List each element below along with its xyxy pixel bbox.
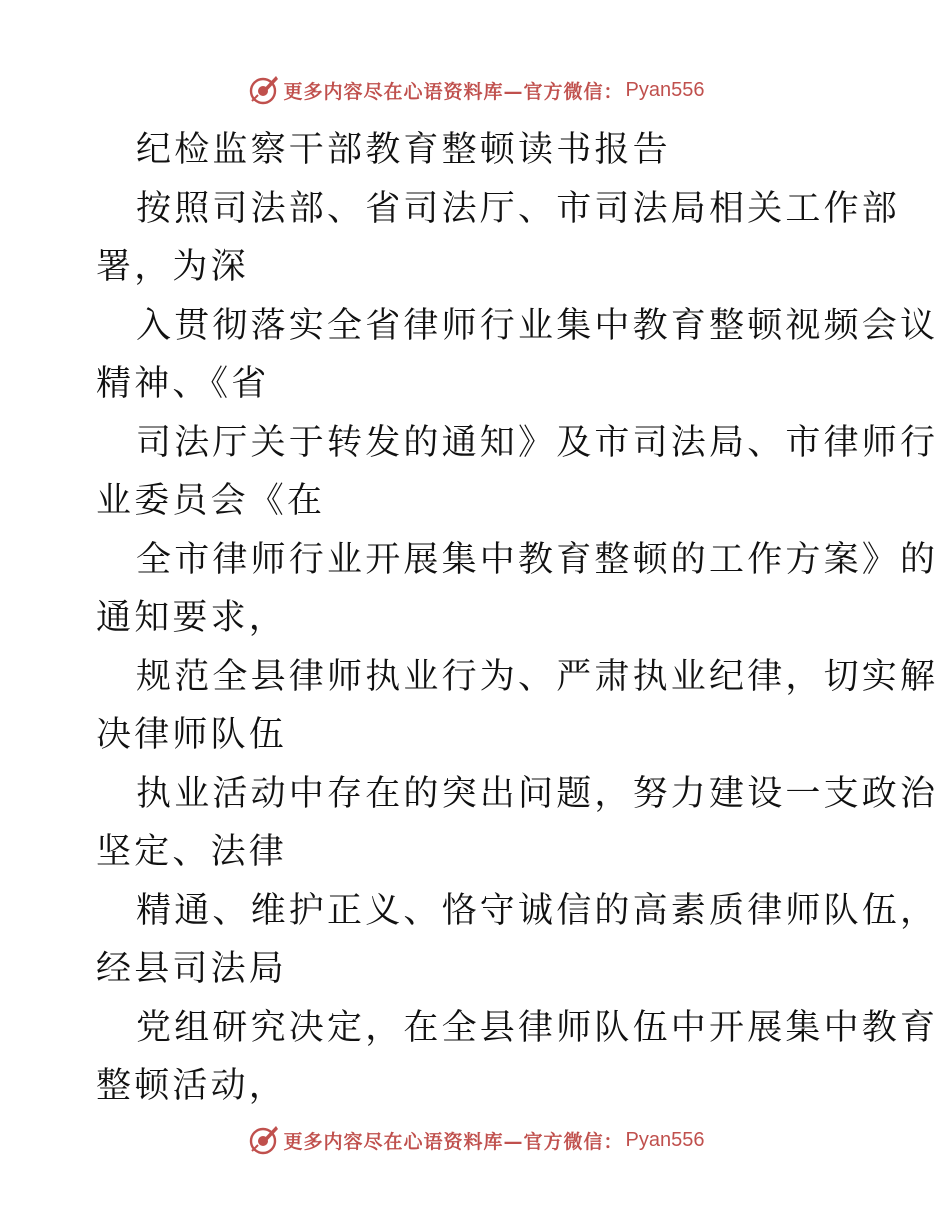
header-banner — [0, 70, 950, 110]
footer-banner-text: 更多内容尽在心语资料库—官方微信： — [283, 1130, 624, 1153]
document-line: 业委员会《在 — [96, 481, 326, 521]
document-line: 司法厅关于转发的通知》及市司法局、市律师行 — [136, 422, 939, 463]
header-banner-account: Pyan556 — [625, 78, 705, 101]
document-line: 全市律师行业开展集中教育整顿的工作方案》的 — [136, 539, 939, 580]
document-line: 入贯彻落实全省律师行业集中教育整顿视频会议 — [136, 305, 939, 346]
document-line: 精神、《省 — [96, 364, 270, 404]
document-line: 规范全县律师执业行为、严肃执业纪律，切实解 — [136, 656, 939, 697]
quill-circle-logo-icon — [246, 73, 280, 107]
document-line: 通知要求， — [96, 598, 288, 638]
footer-banner-account: Pyan556 — [625, 1128, 705, 1151]
footer-banner — [0, 1120, 950, 1160]
document-line: 党组研究决定，在全县律师队伍中开展集中教育 — [136, 1007, 939, 1048]
document-line: 按照司法部、省司法厅、市司法局相关工作部 — [136, 188, 901, 229]
document-body — [96, 121, 939, 1116]
document-line: 整顿活动， — [96, 1066, 288, 1106]
document-line: 纪检监察干部教育整顿读书报告 — [136, 130, 671, 170]
document-line: 精通、维护正义、恪守诚信的高素质律师队伍， — [136, 890, 939, 931]
document-line: 署，为深 — [96, 247, 249, 287]
document-line: 决律师队伍 — [96, 715, 288, 755]
document-line: 坚定、法律 — [96, 832, 288, 872]
quill-circle-logo-icon — [246, 1123, 280, 1157]
header-banner-text: 更多内容尽在心语资料库—官方微信： — [283, 80, 624, 103]
document-line: 经县司法局 — [96, 949, 288, 989]
document-line: 执业活动中存在的突出问题，努力建设一支政治 — [136, 773, 939, 814]
